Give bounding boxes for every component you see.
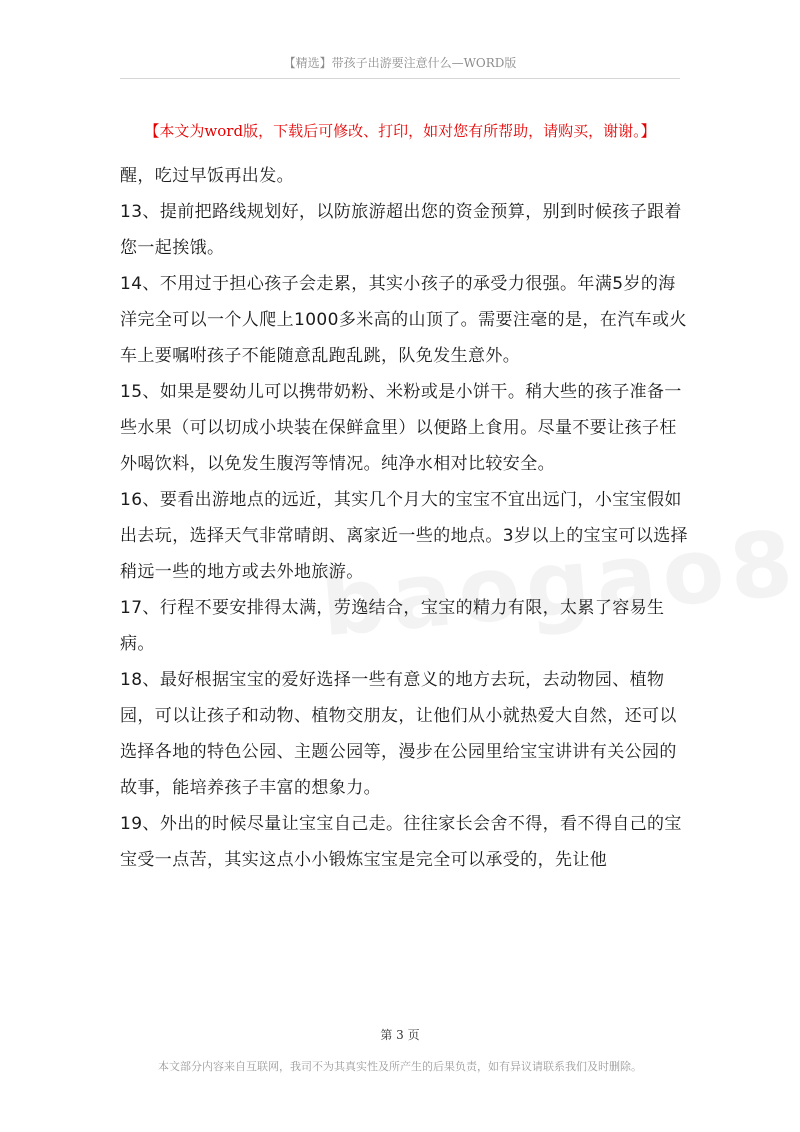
- word-version-notice: 【本文为word版，下载后可修改、打印，如对您有所帮助，请购买，谢谢。】: [144, 122, 656, 140]
- paragraph-18: 18、最好根据宝宝的爱好选择一些有意义的地方去玩，去动物园、植物园，可以让孩子和动物、植物交朋友，让他们从小就热爱大自然，还可以选择各地的特色公园、主题公园等，漫步在公园里给宝宝讲讲有关公园的故事，能培养孩子丰富的想象力。: [120, 670, 677, 798]
- paragraph-14: 14、不用过于担心孩子会走累，其实小孩子的承受力很强。年满5岁的海洋完全可以一个人爬上1000多米高的山顶了。需要注毫的是，在汽车或火车上要嘱咐孩子不能随意乱跑乱跳，队免发生意外。: [120, 274, 687, 366]
- header-divider: [120, 78, 680, 79]
- page-header: 【精选】带孩子出游要注意什么—WORD版: [283, 56, 517, 70]
- paragraph-continued: 醒，吃过早饭再出发。: [120, 166, 294, 186]
- page-number: 第 3 页: [380, 1028, 420, 1042]
- document-body: [120, 158, 690, 878]
- footer-disclaimer: 本文部分内容来自互联网，我司不为其真实性及所产生的后果负责，如有异议请联系我们及时删除。: [158, 1060, 642, 1073]
- paragraph-13: 13、提前把路线规划好，以防旅游超出您的资金预算，别到时候孩子跟着您一起挨饿。: [120, 202, 682, 258]
- paragraph-15: 15、如果是婴幼儿可以携带奶粉、米粉或是小饼干。稍大些的孩子准备一些水果（可以切成小块装在保鲜盒里）以便路上食用。尽量不要让孩子枉外喝饮料，以免发生腹泻等情况。纯净水相对比较安全。: [120, 382, 682, 474]
- paragraph-19: 19、外出的时候尽量让宝宝自己走。往往家长会舍不得，看不得自己的宝宝受一点苦，其实这点小小锻炼宝宝是完全可以承受的，先让他: [120, 814, 682, 870]
- paragraph-17: 17、行程不要安排得太满，劳逸结合，宝宝的精力有限，太累了容易生病。: [120, 598, 665, 654]
- paragraph-16: 16、要看出游地点的远近，其实几个月大的宝宝不宜出远门，小宝宝假如出去玩，选择天气非常晴朗、离家近一些的地点。3岁以上的宝宝可以选择稍远一些的地方或去外地旅游。: [120, 490, 689, 582]
